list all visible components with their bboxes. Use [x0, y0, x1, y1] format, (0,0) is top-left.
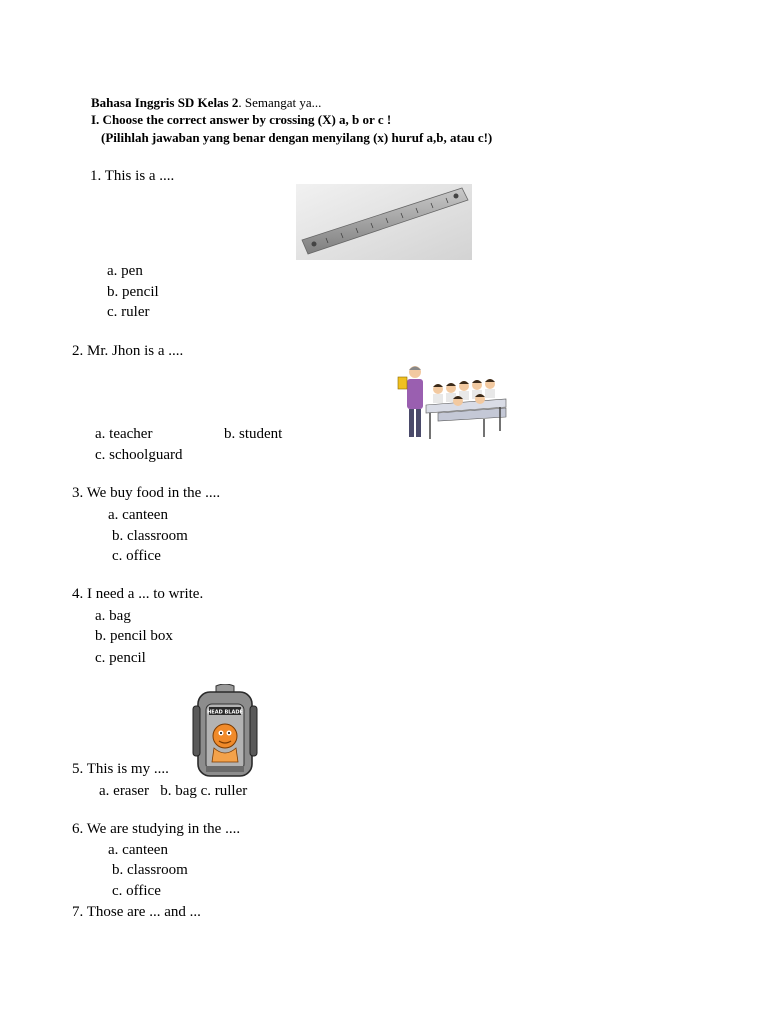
question-5: 5. This is my .... [72, 761, 169, 777]
q3-option-c[interactable]: c. office [112, 548, 161, 564]
q3-option-a[interactable]: a. canteen [108, 507, 168, 523]
q5-options[interactable]: a. eraser b. bag c. ruller [99, 783, 248, 799]
question-3: 3. We buy food in the .... [72, 485, 221, 501]
q1-option-c[interactable]: c. ruler [107, 304, 150, 320]
q4-option-a[interactable]: a. bag [95, 608, 131, 624]
question-6: 6. We are studying in the .... [72, 821, 241, 837]
title-bold: Bahasa Inggris SD Kelas 2 [91, 95, 239, 110]
question-2: 2. Mr. Jhon is a .... [72, 343, 184, 359]
q6-option-b[interactable]: b. classroom [112, 862, 188, 878]
backpack-image [192, 684, 258, 778]
q2-option-b[interactable]: b. student [224, 426, 283, 442]
question-1: 1. This is a .... [90, 168, 175, 184]
instruction-translation: (Pilihlah jawaban yang benar dengan menyilang (x) huruf a,b, atau c!) [101, 130, 493, 145]
title-rest: . Semangat ya... [238, 95, 322, 110]
q4-option-b[interactable]: b. pencil box [95, 628, 173, 644]
q4-option-c[interactable]: c. pencil [95, 650, 146, 666]
q1-option-a[interactable]: a. pen [107, 263, 143, 279]
question-4: 4. I need a ... to write. [72, 586, 204, 602]
question-7: 7. Those are ... and ... [72, 904, 201, 920]
backpack-label: HEAD BLADE [207, 709, 243, 716]
instruction-text: I. Choose the correct answer by crossing (X) a, b or c ! [91, 112, 392, 127]
q2-option-c[interactable]: c. schoolguard [95, 447, 183, 463]
q3-option-b[interactable]: b. classroom [112, 528, 188, 544]
q1-option-b[interactable]: b. pencil [107, 284, 159, 300]
q2-option-a[interactable]: a. teacher [95, 426, 153, 442]
worksheet-title [91, 95, 321, 111]
q6-option-c[interactable]: c. office [112, 883, 161, 899]
ruler-image [296, 184, 472, 260]
classroom-teacher-image [388, 359, 508, 441]
q6-option-a[interactable]: a. canteen [108, 842, 168, 858]
